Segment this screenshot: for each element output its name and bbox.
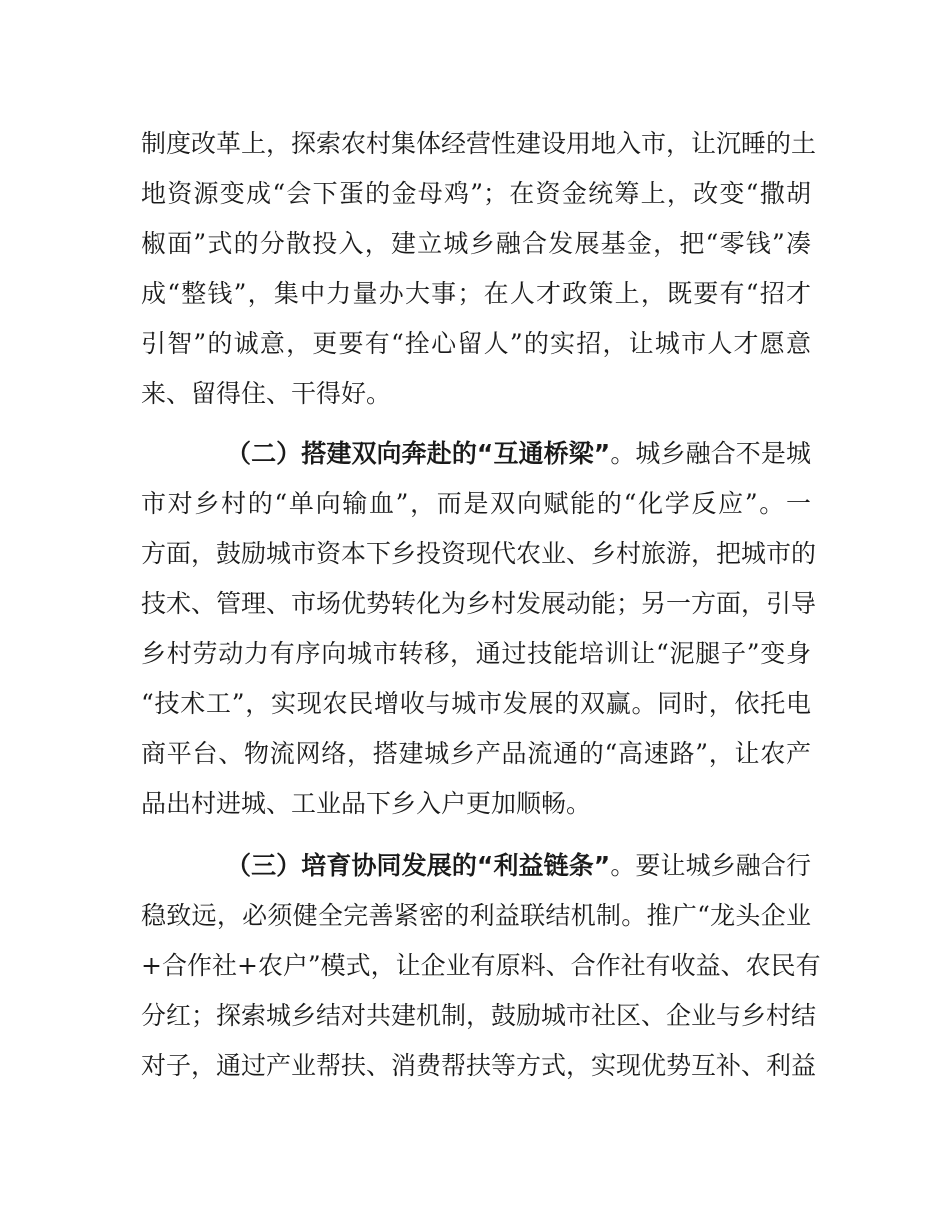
text-line: 成“整钱”，集中力量办大事；在人才政策上，既要有“招才 [141,279,811,308]
heading-line: （二）搭建双向奔赴的“互通桥梁”。城乡融合不是城 [226,439,811,468]
section-heading: （二）搭建双向奔赴的“互通桥梁” [226,439,611,468]
text-line: 稳致远，必须健全完善紧密的利益联结机制。推广“龙头企业 [141,901,811,930]
text-line: 引智”的诚意，更要有“拴心留人”的实招，让城市人才愿意 [141,329,811,358]
text-line: “技术工”，实现农民增收与城市发展的双赢。同时，依托电 [141,689,811,718]
text-line: 乡村劳动力有序向城市转移，通过技能培训让“泥腿子”变身 [141,639,811,668]
text-line: 技术、管理、市场优势转化为乡村发展动能；另一方面，引导 [141,589,817,618]
text-line: 椒面”式的分散投入，建立城乡融合发展基金，把“零钱”凑 [141,229,811,258]
text-line: 地资源变成“会下蛋的金母鸡”；在资金统筹上，改变“撒胡 [141,179,811,208]
text-line: 来、留得住、干得好。 [141,379,392,408]
text-line: 分红；探索城乡结对共建机制，鼓励城市社区、企业与乡村结 [141,1001,817,1030]
text-line: 对子，通过产业帮扶、消费帮扶等方式，实现优势互补、利益 [141,1051,817,1080]
text-line: 市对乡村的“单向输血”，而是双向赋能的“化学反应”。一 [141,489,811,518]
section-heading: （三）培育协同发展的“利益链条” [226,851,611,880]
text-line: 品出村进城、工业品下乡入户更加顺畅。 [141,789,592,818]
heading-line: （三）培育协同发展的“利益链条”。要让城乡融合行 [226,851,811,880]
text-line: 制度改革上，探索农村集体经营性建设用地入市，让沉睡的土 [141,129,817,158]
text-line: +合作社+农户”模式，让企业有原料、合作社有收益、农民有 [141,951,821,980]
text-line: 商平台、物流网络，搭建城乡产品流通的“高速路”，让农产 [141,739,811,768]
text-line: 方面，鼓励城市资本下乡投资现代农业、乡村旅游，把城市的 [141,539,817,568]
